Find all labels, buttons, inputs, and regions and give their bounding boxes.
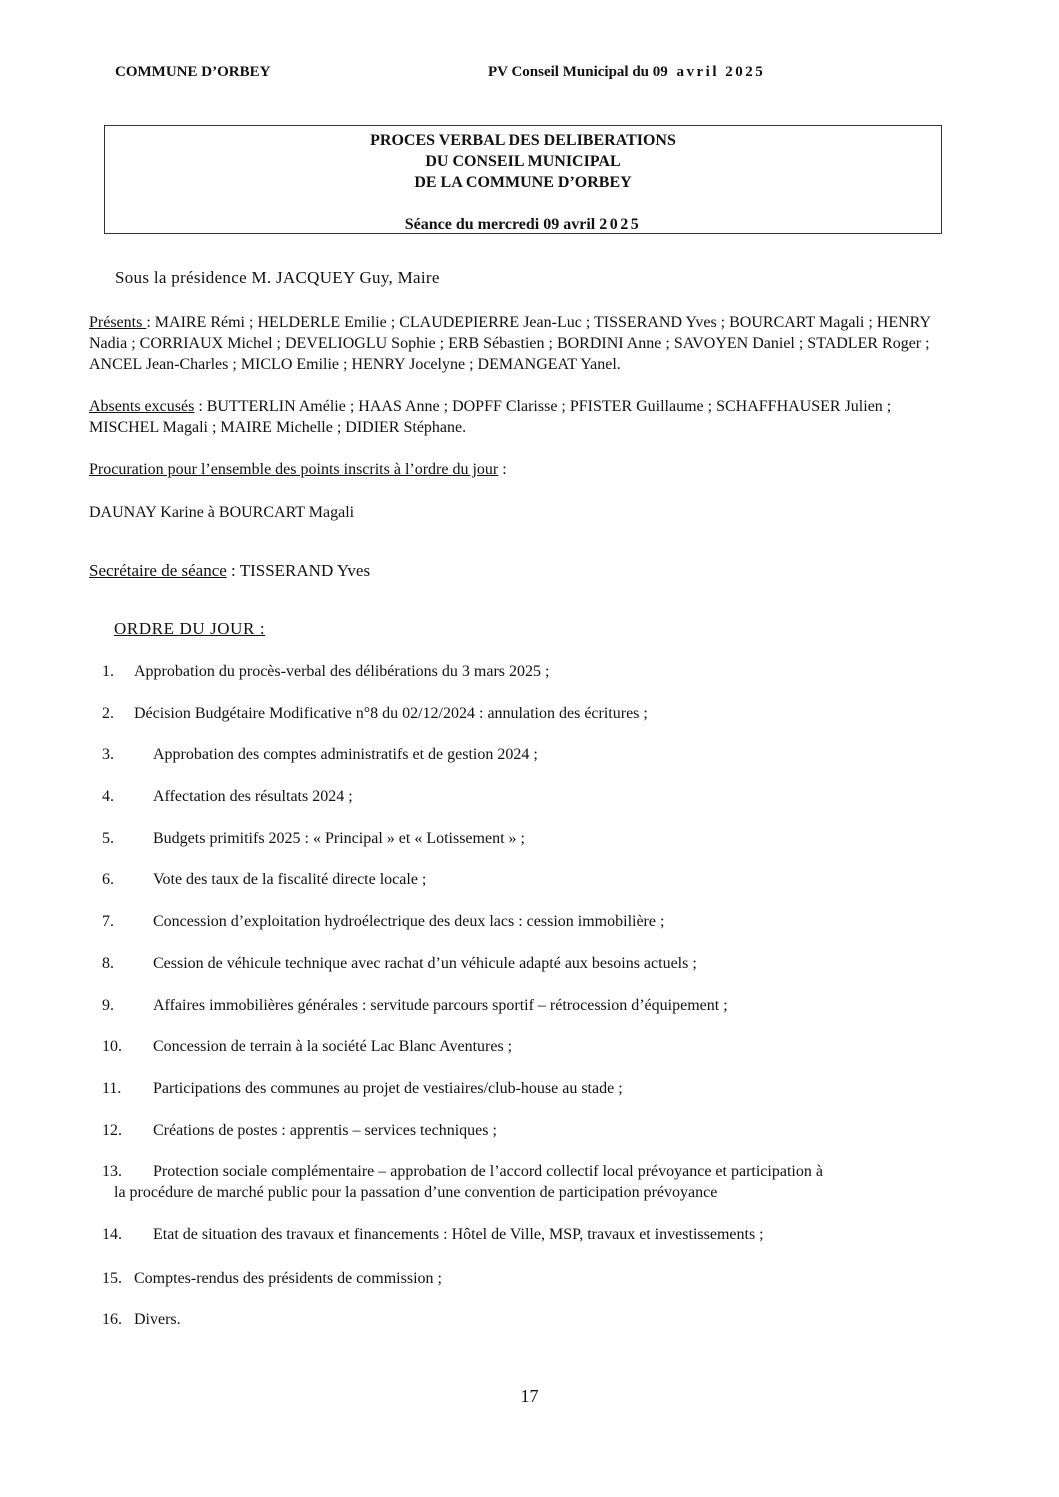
agenda-text: Concession d’exploitation hydroélectrique des deux lacs : cession immobilière ; [153, 913, 665, 930]
secretaire-paragraph [89, 560, 959, 581]
agenda-number: 12. [102, 1122, 122, 1139]
absents-paragraph [89, 396, 959, 438]
agenda-text: Concession de terrain à la société Lac Blanc Aventures ; [153, 1038, 513, 1055]
agenda-number: 2. [102, 705, 114, 722]
procuration-colon: : [498, 461, 507, 478]
absents-list: : BUTTERLIN Amélie ; HAAS Anne ; DOPFF Clarisse ; PFISTER Guillaume ; SCHAFFHAUSER Julien ; MISCHEL Magali ; MAIRE Michelle ; DIDIER Stéphane. [89, 398, 892, 436]
procuration-value: DAUNAY Karine à BOURCART Magali [89, 504, 355, 521]
commune-header: COMMUNE D’ORBEY [115, 64, 271, 80]
agenda-number: 11. [102, 1080, 122, 1097]
pv-header-prefix: PV Conseil Municipal du 0 [488, 64, 661, 80]
agenda-text: Comptes-rendus des présidents de commission ; [134, 1270, 442, 1287]
title-line-1: PROCES VERBAL DES DELIBERATIONS [370, 132, 676, 149]
agenda-number: 10. [102, 1038, 122, 1055]
agenda-number: 13. [102, 1163, 122, 1180]
agenda-number: 6. [102, 871, 114, 888]
agenda-text: Budgets primitifs 2025 : « Principal » et « Lotissement » ; [153, 830, 525, 847]
seance-year: 2025 [599, 216, 642, 233]
title-line-3: DE LA COMMUNE D’ORBEY [414, 174, 632, 191]
secretaire-value: : TISSERAND Yves [226, 561, 371, 580]
title-box [104, 125, 942, 234]
agenda-number: 8. [102, 955, 114, 972]
agenda-text: Approbation des comptes administratifs et de gestion 2024 ; [153, 746, 538, 763]
absents-label: Absents excusés [89, 398, 195, 415]
agenda-text: Cession de véhicule technique avec rachat d’un véhicule adapté aux besoins actuels ; [153, 955, 697, 972]
seance-prefix: Séance du mercredi 09 avril [404, 216, 600, 233]
agenda-number: 15. [102, 1270, 122, 1287]
agenda-text: Divers. [134, 1311, 181, 1328]
ordre-du-jour-heading: ORDRE DU JOUR : [114, 619, 266, 638]
agenda-number: 7. [102, 913, 114, 930]
agenda-text: Etat de situation des travaux et financements : Hôtel de Ville, MSP, travaux et investissements ; [153, 1226, 764, 1243]
agenda-text: Approbation du procès-verbal des délibérations du 3 mars 2025 ; [134, 663, 550, 680]
seance-line [105, 214, 941, 235]
title-line-2: DU CONSEIL MUNICIPAL [425, 153, 621, 170]
pv-header-date: 9 avril 2025 [660, 64, 766, 80]
agenda-number: 16. [102, 1311, 122, 1328]
agenda-number: 1. [102, 663, 114, 680]
agenda-number: 3. [102, 746, 114, 763]
procuration-label: Procuration pour l’ensemble des points inscrits à l’ordre du jour [89, 461, 499, 478]
agenda-number: 5. [102, 830, 114, 847]
agenda-text: Créations de postes : apprentis – services techniques ; [153, 1122, 497, 1139]
agenda-text: Protection sociale complémentaire – approbation de l’accord collectif local prévoyance et participation à [153, 1163, 823, 1180]
presents-list: MAIRE Rémi ; HELDERLE Emilie ; CLAUDEPIERRE Jean-Luc ; TISSERAND Yves ; BOURCART Magali ; HENRY Nadia ; CORRIAUX Michel ; DEVELIOGLU Sophie ; ERB Sébastien ; BORDINI Anne ; SAVOYEN Daniel ; STADLER Roger ; ANCEL Jean-Charles ; MICLO Emilie ; HENRY Jocelyne ; DEMANGEAT Yanel. [89, 314, 931, 373]
agenda-number: 4. [102, 788, 114, 805]
pv-header [488, 64, 765, 81]
agenda-text-continued: la procédure de marché public pour la passation d’une convention de participation prévoyance [114, 1184, 718, 1201]
agenda-text: Affectation des résultats 2024 ; [153, 788, 353, 805]
agenda-text: Participations des communes au projet de vestiaires/club-house au stade ; [153, 1080, 623, 1097]
procuration-heading [89, 459, 959, 480]
presidence: Sous la présidence M. JACQUEY Guy, Maire [115, 268, 440, 287]
agenda-text: Décision Budgétaire Modificative n°8 du 02/12/2024 : annulation des écritures ; [134, 705, 648, 722]
secretaire-label: Secrétaire de séance [89, 561, 227, 580]
page-number: 17 [520, 1386, 539, 1406]
agenda-number: 14. [102, 1226, 122, 1243]
presents-colon: : [146, 314, 151, 331]
agenda-text: Affaires immobilières générales : servitude parcours sportif – rétrocession d’équipement ; [153, 997, 728, 1014]
agenda-text: Vote des taux de la fiscalité directe locale ; [153, 871, 427, 888]
agenda-number: 9. [102, 997, 114, 1014]
presents-paragraph [89, 312, 959, 375]
presents-label: Présents [89, 314, 147, 331]
